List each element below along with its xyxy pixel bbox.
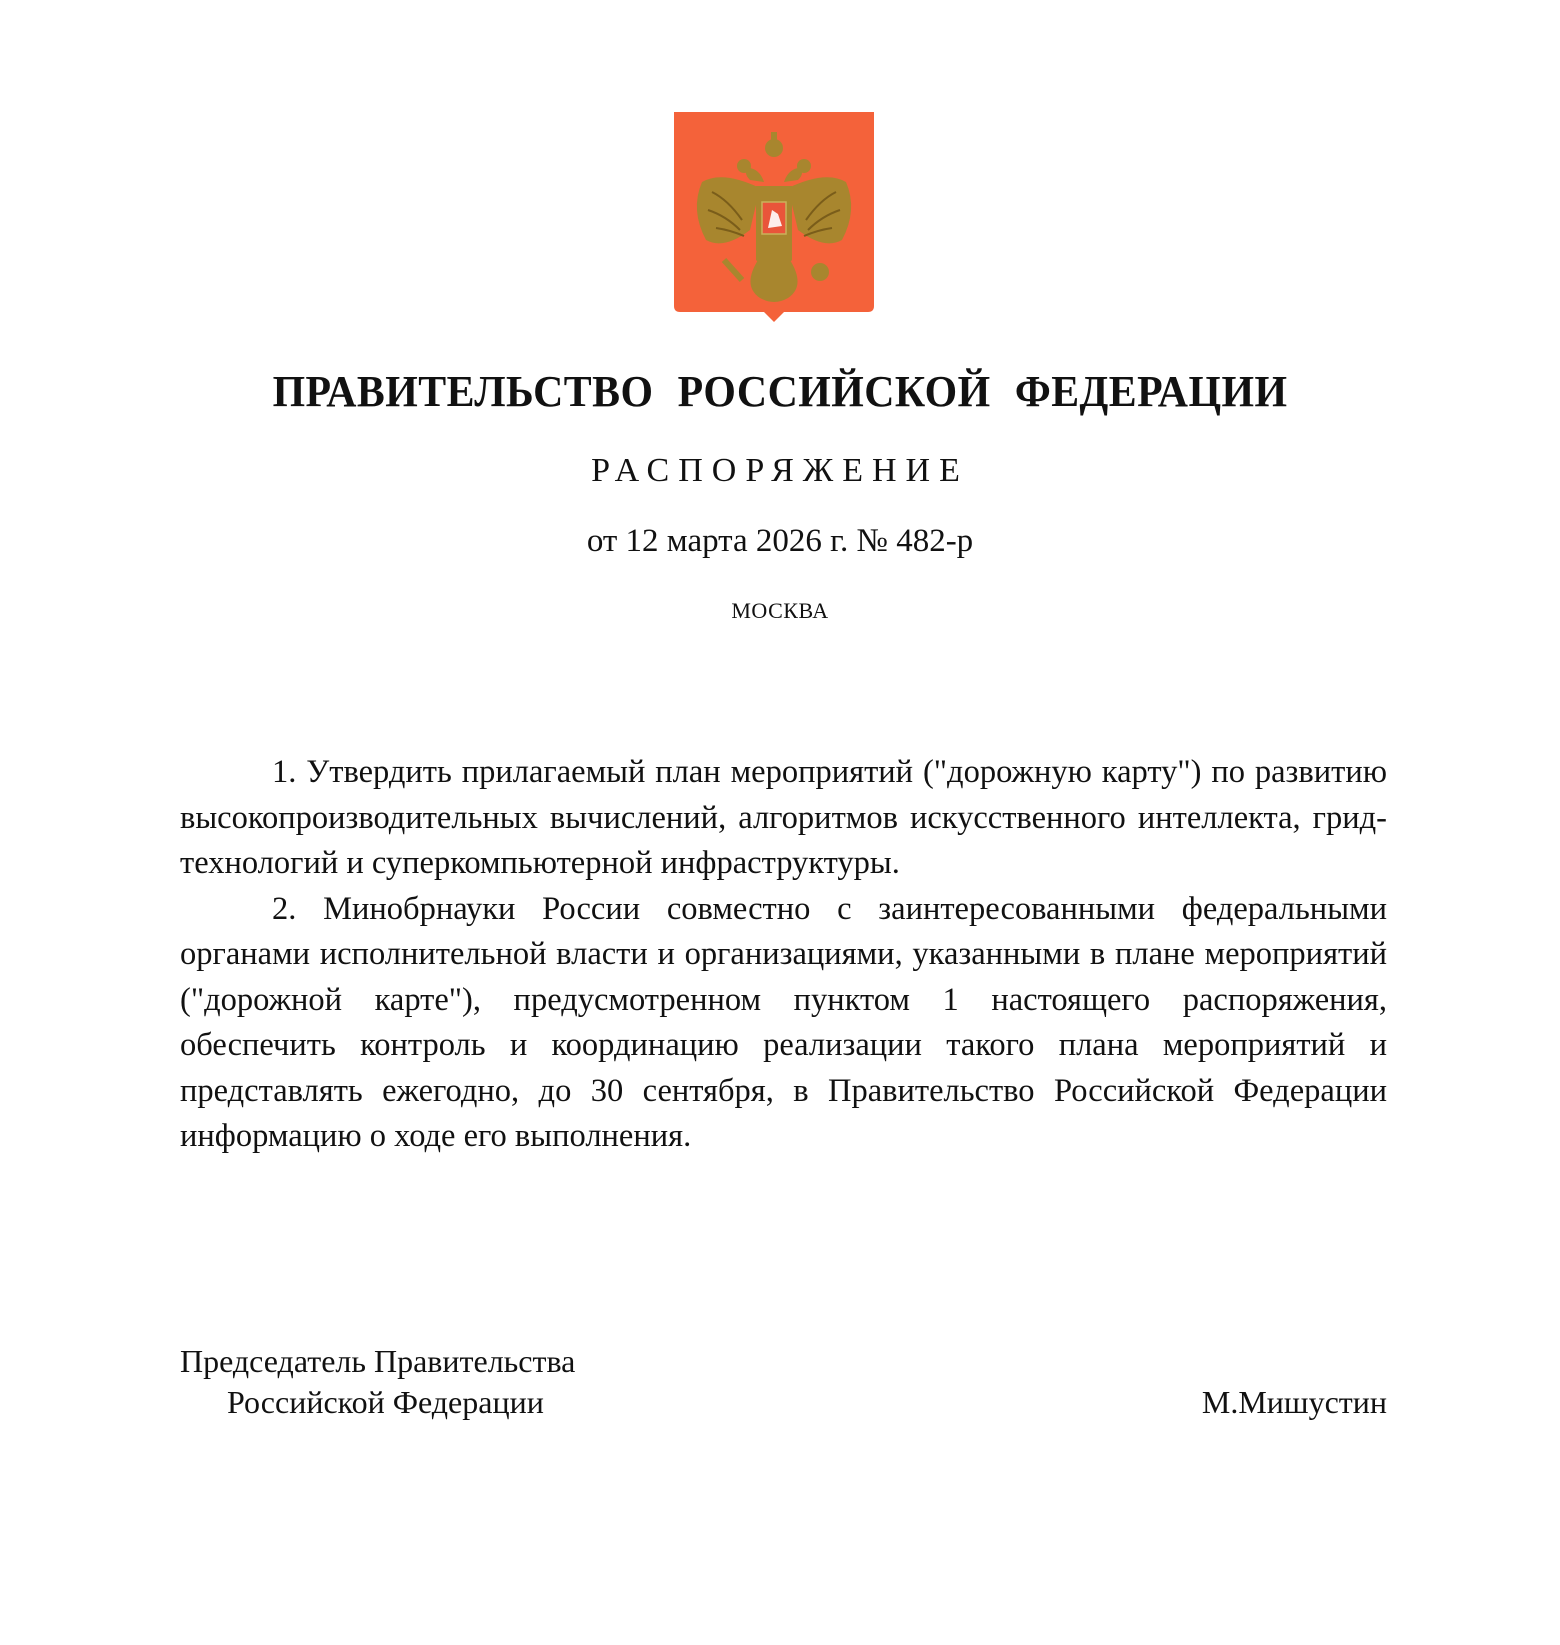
paragraph-2: 2. Минобрнауки России совместно с заинтересованными федеральными органами исполнительной власти и организациями, указанными в плане мероприятий ("дорожной карте"), предусмотренном пунктом 1 настоящего распоряжения, обеспечить контроль и координацию реализации такого плана мероприятий и представлять ежегодно, до 30 сентября, в Правительство Российской Федерации информацию о ходе его выполнения. (180, 890, 1387, 1154)
signatory-position-line1: Председатель Правительства (180, 1343, 576, 1379)
coat-of-arms-emblem (672, 110, 876, 324)
paragraph-1: 1. Утвердить прилагаемый план мероприятий ("дорожную карту") по развитию высокопроизводительных вычислений, алгоритмов искусственного интеллекта, грид-технологий и суперкомпьютерной инфраструктуры. (180, 754, 1387, 881)
signatory-name: М.Мишустин (1201, 1384, 1387, 1420)
signatory-position (180, 1341, 575, 1423)
double-headed-eagle-icon (672, 110, 876, 324)
document-date-number: от 12 марта 2026 г. № 482-р (586, 523, 974, 559)
issuer-title: ПРАВИТЕЛЬСТВО РОССИЙСКОЙ ФЕДЕРАЦИИ (272, 367, 1288, 416)
document-city: МОСКВА (731, 598, 829, 623)
signatory-position-line2: Российской Федерации (227, 1384, 544, 1420)
document-body (180, 750, 1387, 1160)
document-type: РАСПОРЯЖЕНИЕ (591, 452, 969, 489)
